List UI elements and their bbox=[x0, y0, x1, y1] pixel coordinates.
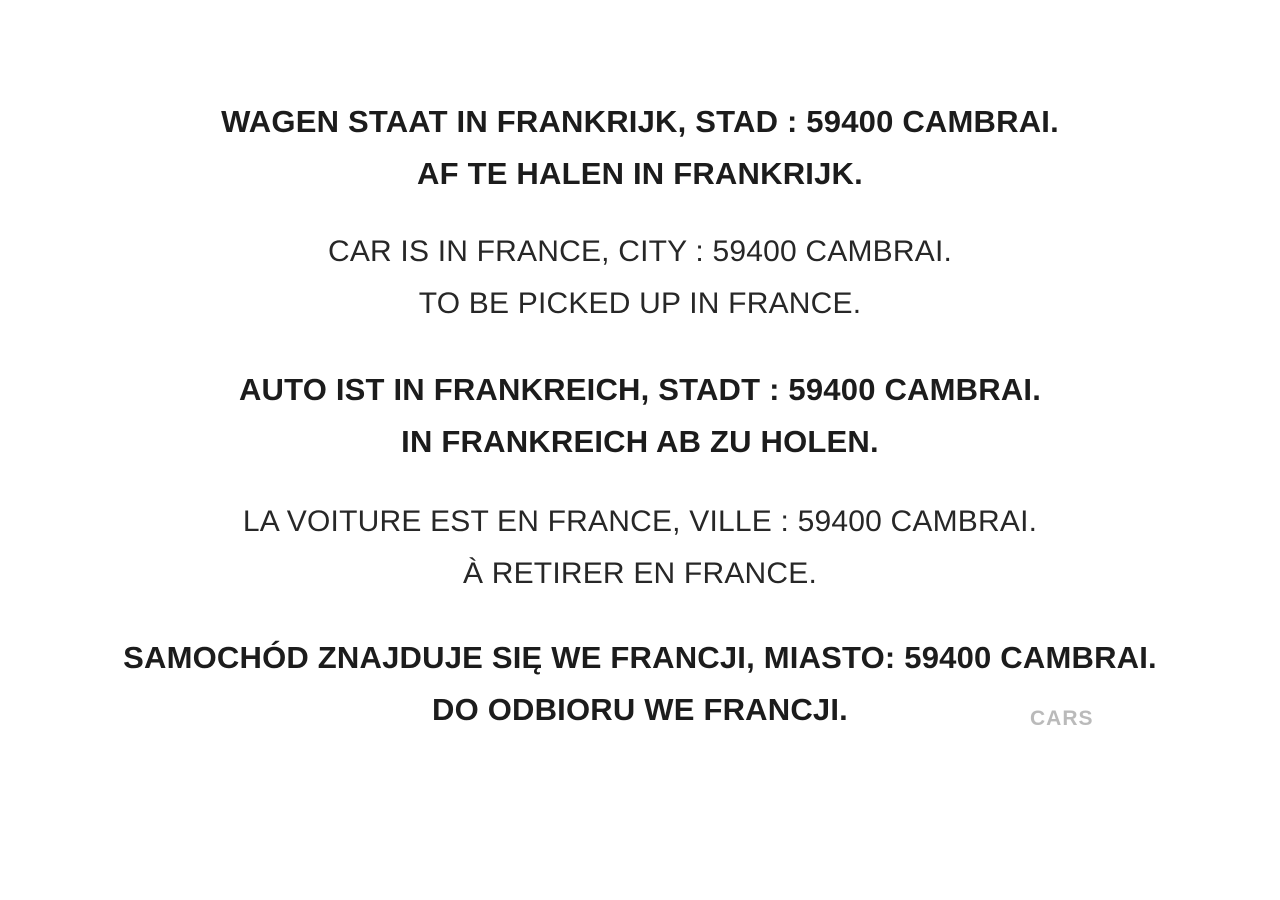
text-block-french bbox=[0, 496, 1280, 600]
text-line: CAR IS IN FRANCE, CITY : 59400 CAMBRAI. bbox=[327, 235, 953, 268]
text-line: SAMOCHÓD ZNAJDUJE SIĘ WE FRANCJI, MIASTO: 59400 CAMBRAI. bbox=[123, 640, 1157, 675]
text-line: TO BE PICKED UP IN FRANCE. bbox=[418, 287, 862, 320]
text-line: LA VOITURE EST EN FRANCE, VILLE : 59400 CAMBRAI. bbox=[242, 505, 1038, 538]
text-line: À RETIRER EN FRANCE. bbox=[462, 557, 818, 590]
text-line: WAGEN STAAT IN FRANKRIJK, STAD : 59400 CAMBRAI. bbox=[221, 104, 1059, 139]
watermark-text: CARS bbox=[1030, 707, 1094, 730]
text-line: AUTO IST IN FRANKREICH, STADT : 59400 CAMBRAI. bbox=[238, 372, 1042, 407]
text-line: AF TE HALEN IN FRANKRIJK. bbox=[417, 156, 863, 191]
text-block-polish bbox=[0, 632, 1280, 736]
text-line: DO ODBIORU WE FRANCJI. bbox=[431, 692, 848, 727]
text-block-german bbox=[0, 364, 1280, 468]
text-block-dutch bbox=[0, 96, 1280, 200]
text-line: IN FRANKREICH AB ZU HOLEN. bbox=[401, 424, 879, 459]
text-block-english bbox=[0, 226, 1280, 330]
